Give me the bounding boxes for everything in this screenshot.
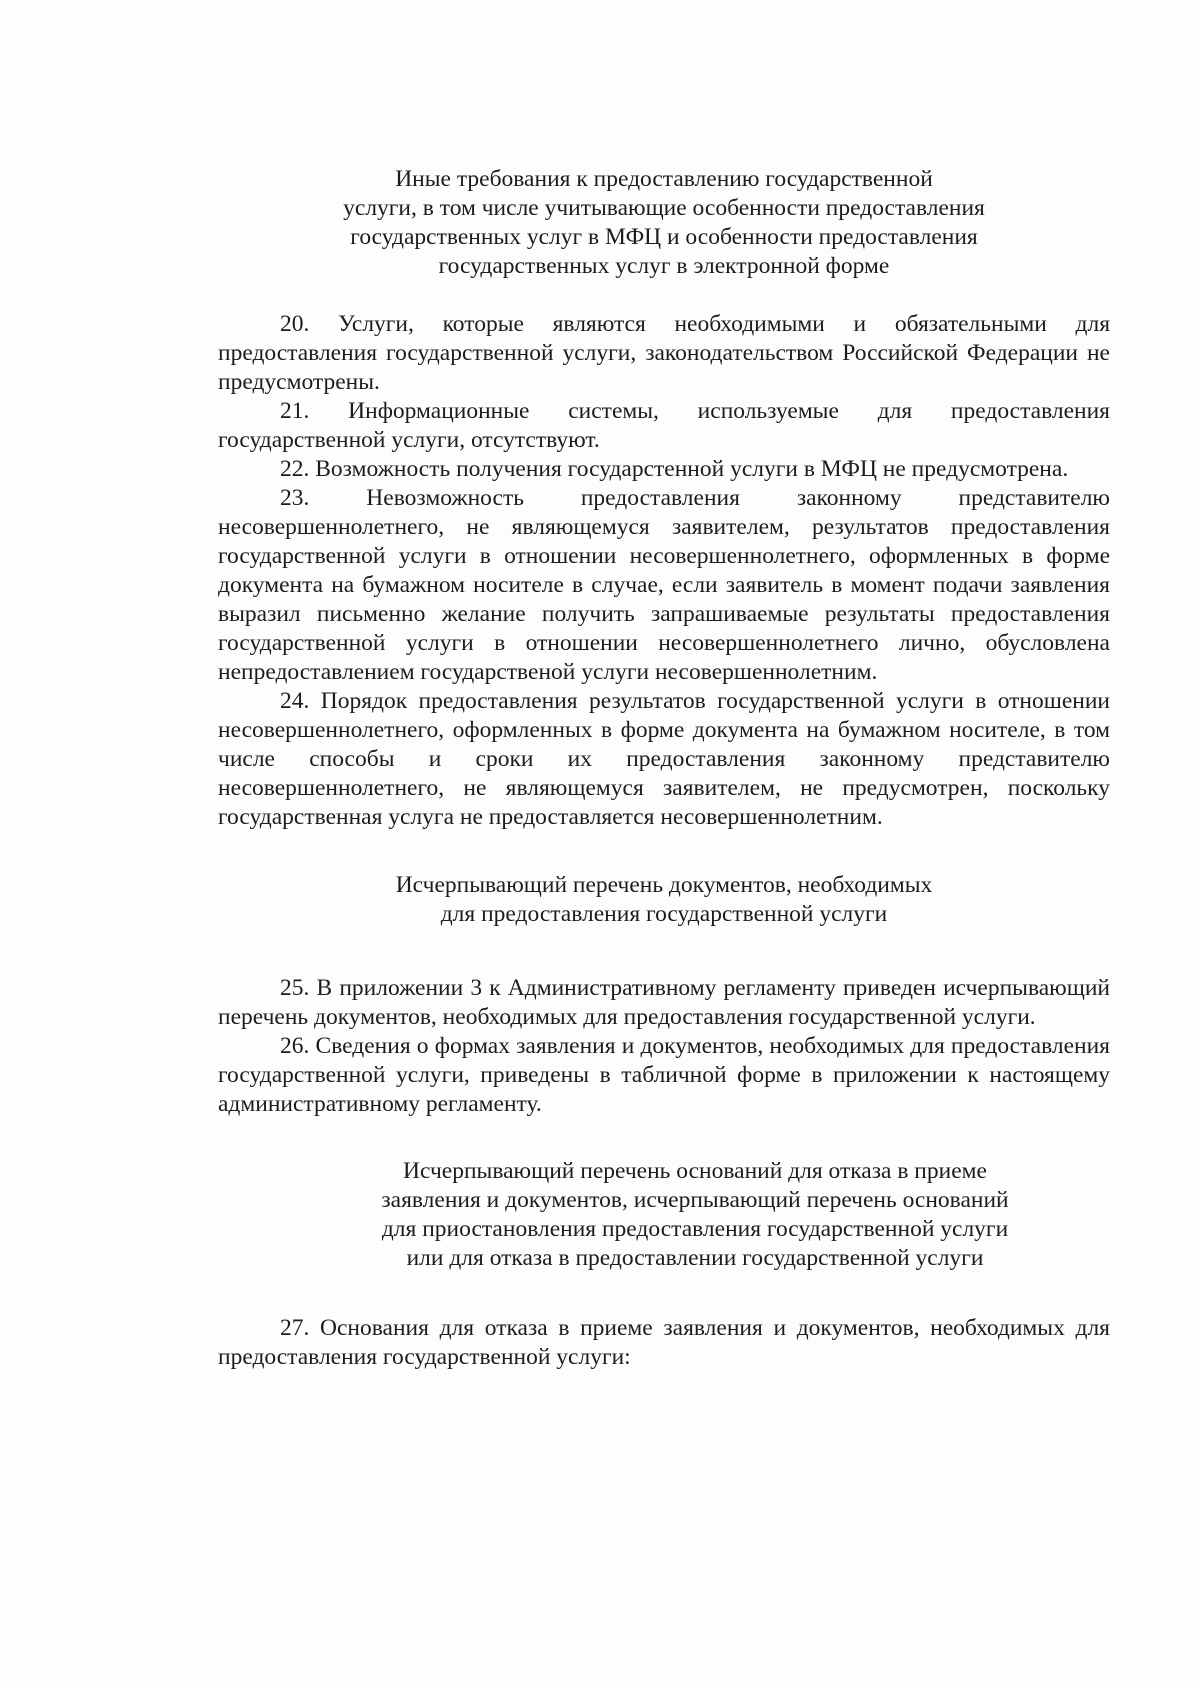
heading-line: услуги, в том числе учитывающие особенности предоставления: [343, 195, 985, 221]
heading-line: заявления и документов, исчерпывающий перечень оснований: [381, 1187, 1009, 1213]
heading-line: для приостановления предоставления государственной услуги: [381, 1216, 1009, 1242]
document-body: [218, 165, 1110, 1372]
paragraph-23: 23. Невозможность предоставления законному представителю несовершеннолетнего, не являющемуся заявителем, результатов предоставления государственной услуги в отношении несовершеннолетнего, оформленных в форме документа на бумажном носителе в случае, если заявитель в момент подачи заявления выразил письменно желание получить запрашиваемые результаты предоставления государственной услуги в отношении несовершеннолетнего лично, обусловлена непредоставлением государственой услуги несовершеннолетним.: [218, 485, 1110, 685]
heading-line: или для отказа в предоставлении государственной услуги: [406, 1245, 984, 1271]
paragraph-21: 21. Информационные системы, используемые для предоставления государственной услуги, отсутствуют.: [218, 398, 1110, 453]
paragraph-20: 20. Услуги, которые являются необходимыми и обязательными для предоставления государственной услуги, законодательством Российской Федерации не предусмотрены.: [218, 311, 1110, 395]
heading-line: государственных услуг в электронной форме: [438, 253, 890, 279]
heading-line: Исчерпывающий перечень документов, необходимых: [395, 872, 933, 898]
heading-line: государственных услуг в МФЦ и особенности предоставления: [350, 224, 978, 250]
paragraph-24: 24. Порядок предоставления результатов государственной услуги в отношении несовершеннолетнего, оформленных в форме документа на бумажном носителе, в том числе способы и сроки их предоставления законному представителю несовершеннолетнего, не являющемуся заявителем, не предусмотрен, поскольку государственная услуга не предоставляется несовершеннолетним.: [218, 688, 1110, 830]
paragraph-27: 27. Основания для отказа в приеме заявления и документов, необходимых для предоставления государственной услуги:: [218, 1315, 1110, 1370]
paragraph-25: 25. В приложении 3 к Административному регламенту приведен исчерпывающий перечень документов, необходимых для предоставления государственной услуги.: [218, 975, 1110, 1030]
section-heading-refusal-grounds: [218, 1157, 1110, 1273]
heading-line: Иные требования к предоставлению государственной: [395, 166, 933, 192]
section-heading-other-requirements: [218, 165, 1110, 281]
heading-line: Исчерпывающий перечень оснований для отказа в приеме: [403, 1158, 987, 1184]
heading-line: для предоставления государственной услуги: [440, 901, 888, 927]
paragraph-26: 26. Сведения о формах заявления и документов, необходимых для предоставления государственной услуги, приведены в табличной форме в приложении к настоящему административному регламенту.: [218, 1033, 1110, 1117]
section-heading-documents-list: [218, 871, 1110, 929]
paragraph-22: 22. Возможность получения государстенной услуги в МФЦ не предусмотрена.: [280, 456, 1069, 482]
